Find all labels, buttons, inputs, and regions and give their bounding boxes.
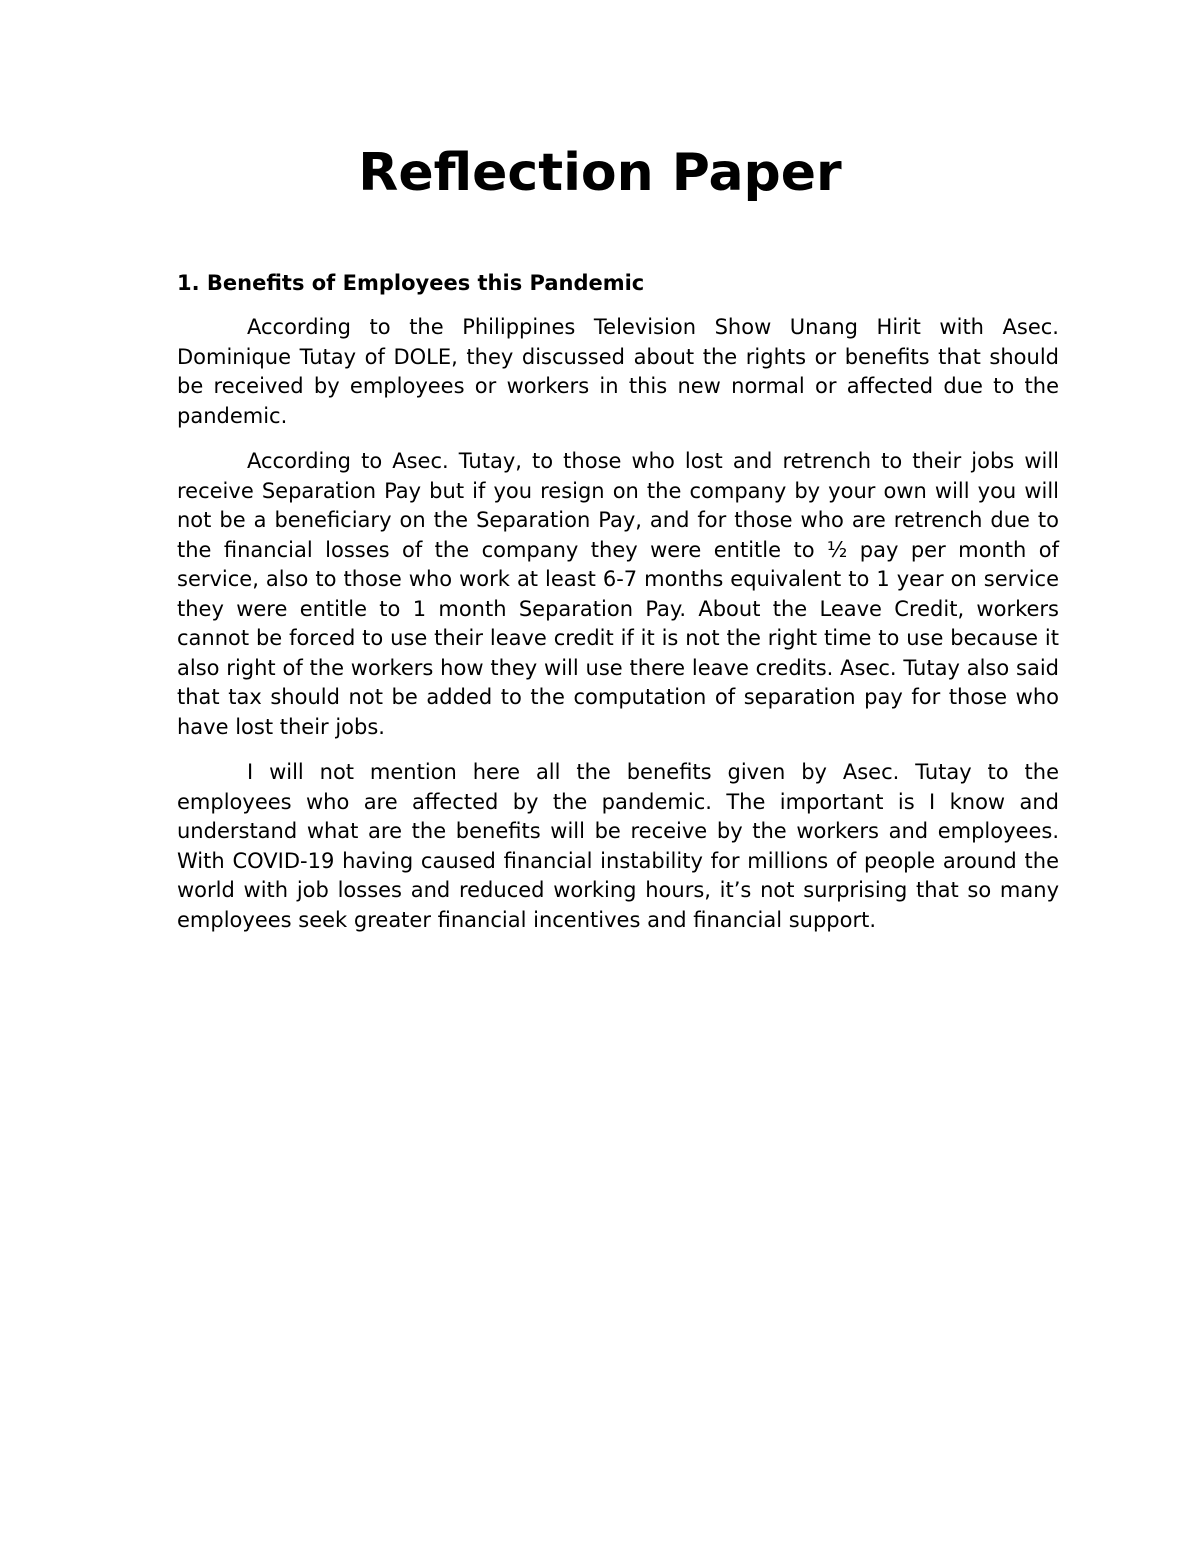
document-body <box>177 268 1059 951</box>
document-title: Reflection Paper <box>358 143 842 203</box>
paragraph-1: According to the Philippines Television Show Unang Hirit with Asec. Dominique Tutay of DOLE, they discussed about the rights or benefits that should be received by employees or workers in this new normal or affected due to the pandemic. <box>177 315 1059 428</box>
section-heading: 1. Benefits of Employees this Pandemic <box>177 271 645 295</box>
paragraph-2: According to Asec. Tutay, to those who lost and retrench to their jobs will receive Separation Pay but if you resign on the company by your own will you will not be a beneficiary on the Separation Pay, and for those who are retrench due to the financial losses of the company they were entitle to ½ pay per month of service, also to those who work at least 6-7 months equivalent to 1 year on service they were entitle to 1 month Separation Pay. About the Leave Credit, workers cannot be forced to use their leave credit if it is not the right time to use because it also right of the workers how they will use there leave credits. Asec. Tutay also said that tax should not be added to the computation of separation pay for those who have lost their jobs. <box>177 449 1059 739</box>
paragraph-3: I will not mention here all the benefits given by Asec. Tutay to the employees who are affected by the pandemic. The important is I know and understand what are the benefits will be receive by the workers and employees. With COVID-19 having caused financial instability for millions of people around the world with job losses and reduced working hours, it’s not surprising that so many employees seek greater financial incentives and financial support. <box>177 760 1059 932</box>
